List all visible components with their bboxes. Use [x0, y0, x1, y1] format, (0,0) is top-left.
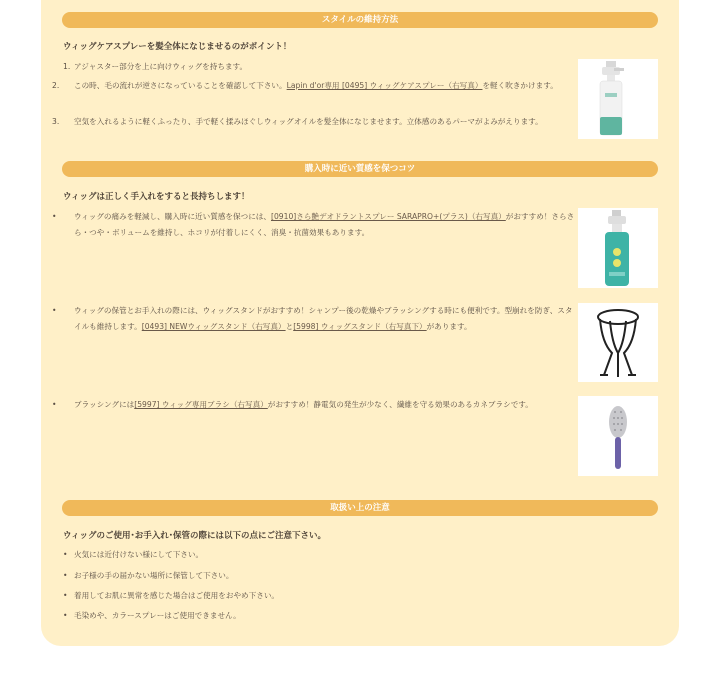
- section-header-handling-cautions: 取扱い上の注意: [62, 500, 658, 516]
- list-item: [52, 114, 579, 130]
- bullet: •: [63, 611, 68, 620]
- item-text: ブラッシングには: [74, 400, 135, 409]
- section-lead: ウィッグは正しく手入れをすると長持ちします！: [63, 192, 250, 202]
- list-item: [52, 78, 579, 94]
- section-header-texture-tips: 購入時に近い質感を保つコツ: [62, 161, 658, 177]
- item-text: お子様の手の届かない場所に保管して下さい。: [74, 571, 234, 580]
- item-text: があります。: [426, 322, 472, 331]
- item-text: がおすすめ！静電気の発生が少なく、繊維を守る効果のあるカネブラシです。: [267, 400, 533, 409]
- wig-stand-icon: [578, 303, 658, 382]
- product-link-new-wig-stand[interactable]: [0493] NEWウィッグスタンド（右写真）: [141, 322, 286, 331]
- list-item: [63, 547, 568, 563]
- content-panel: [41, 0, 679, 646]
- item-text: 火気には近付けない様にして下さい。: [74, 550, 204, 559]
- bullet: •: [52, 400, 57, 409]
- bullet: •: [63, 591, 68, 600]
- brush-icon: [578, 396, 658, 476]
- list-item: [63, 588, 568, 604]
- step-number: 1.: [63, 62, 71, 71]
- item-text: 着用してお肌に異常を感じた場合はご使用をおやめ下さい。: [74, 591, 280, 600]
- product-link-deodorant-spray[interactable]: [0910]さら艶デオドラントスプレー SARAPRO+(プラス)（右写真）: [270, 212, 506, 221]
- bullet: •: [63, 550, 68, 559]
- section-lead: ウィッグのご使用･お手入れ･保管の際には以下の点にご注意下さい。: [63, 531, 326, 541]
- item-text: と: [285, 322, 294, 331]
- list-item: [52, 303, 579, 335]
- step-text: この時、毛の流れが逆さになっていることを確認して下さい。: [74, 81, 287, 90]
- wig-stand-image[interactable]: [578, 303, 658, 382]
- list-item: [63, 608, 568, 624]
- item-text: ウィッグの保管とお手入れの際には、ウィッグスタンドがおすすめ！シャンプー後の乾燥やブラッシングする時にも便利です。型崩れを防ぎ、スタイルも維持します。: [74, 306, 573, 331]
- list-item: [52, 397, 579, 413]
- item-text: ウィッグの痛みを軽減し、購入時に近い質感を保つには、: [74, 212, 271, 221]
- step-text: を軽く吹きかけます。: [482, 81, 558, 90]
- spray-bottle-teal-icon: [578, 208, 658, 288]
- spray-bottle-image[interactable]: [578, 59, 658, 139]
- list-item: [52, 209, 579, 241]
- wig-brush-image[interactable]: [578, 396, 658, 476]
- bullet: •: [52, 212, 57, 221]
- list-item: [63, 568, 568, 584]
- step-text: アジャスター部分を上に向けウィッグを持ちます。: [74, 62, 248, 71]
- bullet: •: [52, 306, 57, 315]
- list-item: [63, 59, 568, 75]
- step-text: 空気を入れるように軽くふったり、手で軽く揉みほぐしウィッグオイルを髪全体になじませます。立体感のあるパーマがよみがえります。: [74, 117, 543, 126]
- step-number: 2.: [52, 81, 60, 90]
- spray-bottle-icon: [578, 59, 658, 139]
- product-link-care-spray[interactable]: Lapin d'or専用 [0495] ウィッグケアスプレー（右写真）: [286, 81, 483, 90]
- deodorant-spray-image[interactable]: [578, 208, 658, 288]
- product-link-wig-brush[interactable]: [5997] ウィッグ専用ブラシ（右写真）: [134, 400, 268, 409]
- item-text: 毛染めや、カラースプレーはご使用できません。: [74, 611, 241, 620]
- section-lead: ウィッグケアスプレーを髪全体になじませるのがポイント！: [63, 42, 292, 52]
- bullet: •: [63, 571, 68, 580]
- section-header-style-maintenance: スタイルの維持方法: [62, 12, 658, 28]
- step-number: 3.: [52, 117, 60, 126]
- item-text: がおすすめ！さらさら・つや・ボリュームを維持し、ホコリが付着しにくく、消臭・抗菌効果もあります。: [74, 212, 575, 237]
- product-link-wig-stand[interactable]: [5998] ウィッグスタンド（右写真下）: [293, 322, 427, 331]
